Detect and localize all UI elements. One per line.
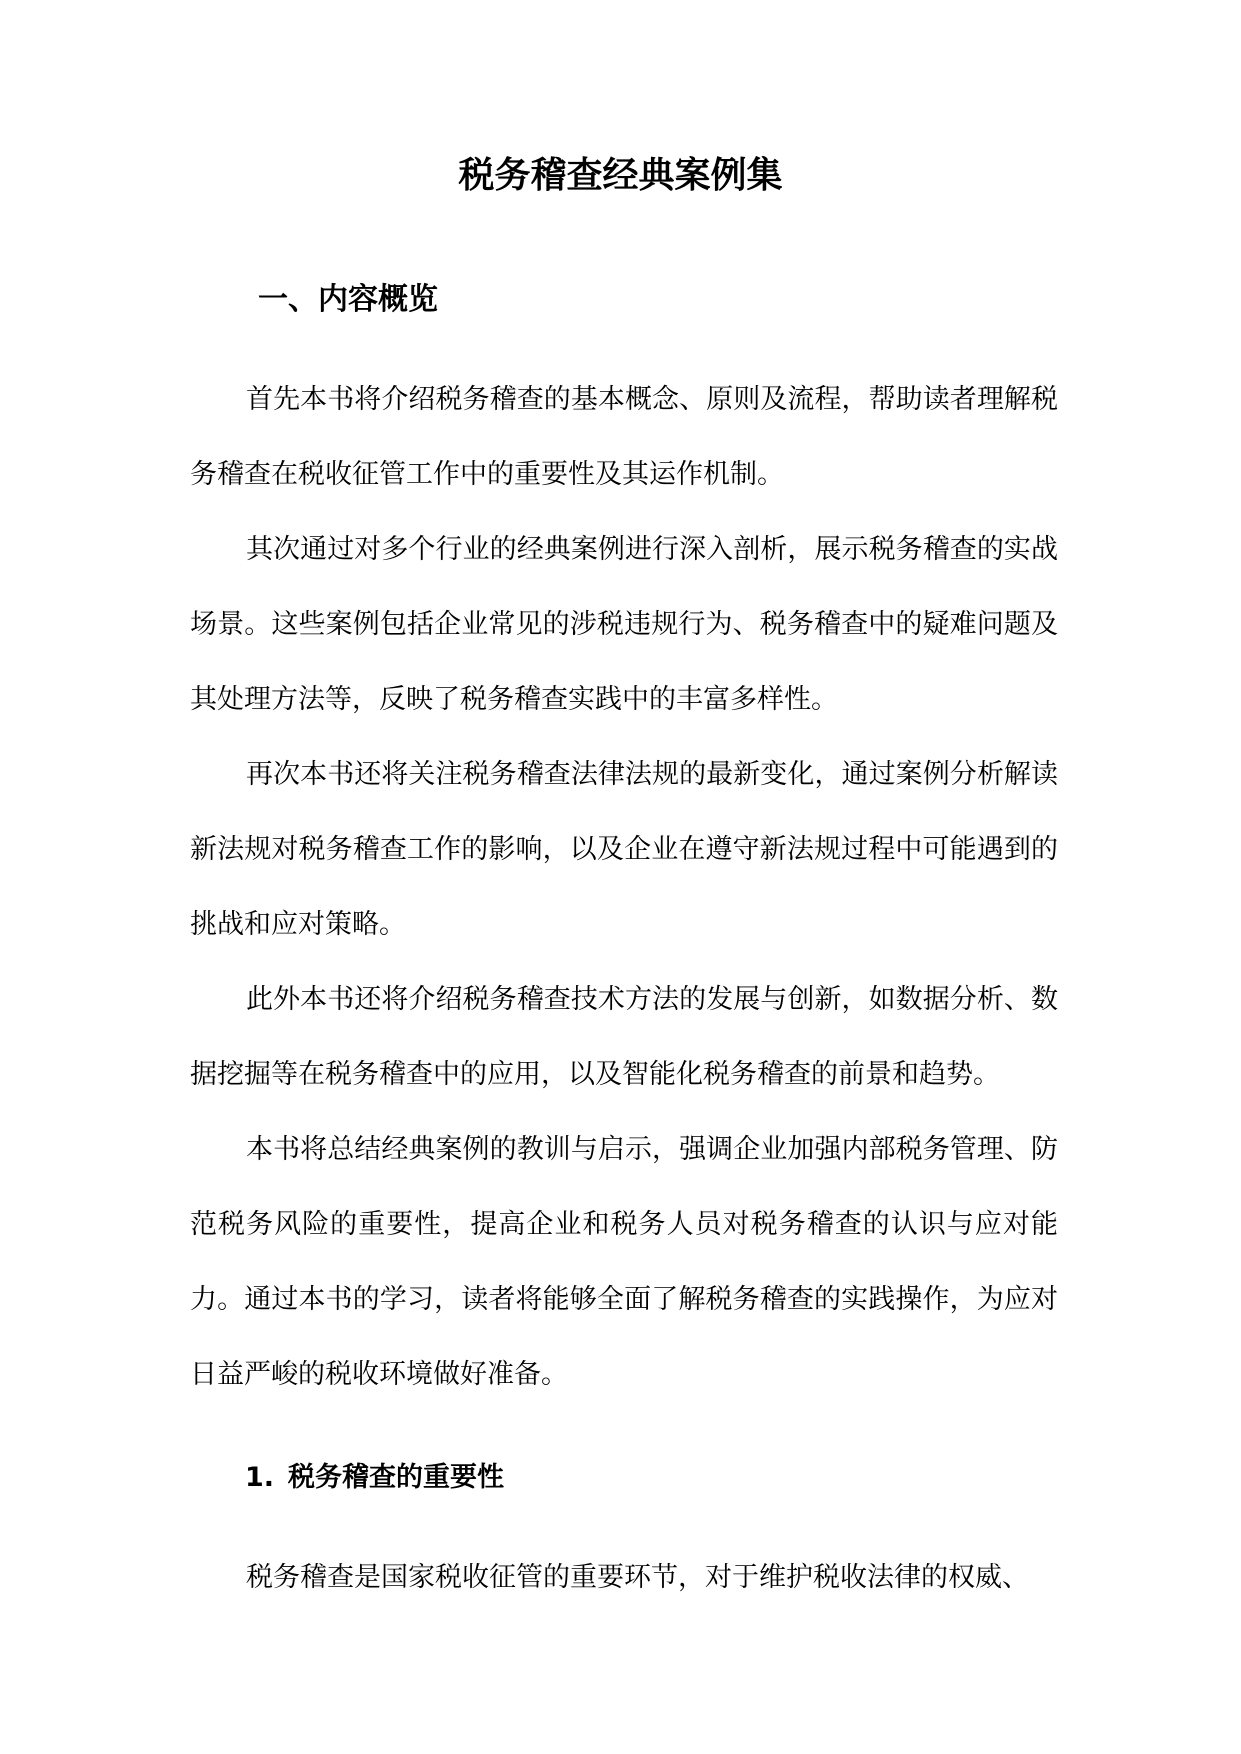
sub-heading-text: 税务稽查的重要性 [288, 1462, 505, 1493]
paragraph-technology: 此外本书还将介绍税务稽查技术方法的发展与创新，如数据分析、数据挖掘等在税务稽查中的应用，以及智能化税务稽查的前景和趋势。 [190, 984, 1058, 1090]
paragraph-regulations: 再次本书还将关注税务稽查法律法规的最新变化，通过案例分析解读新法规对税务稽查工作的影响，以及企业在遵守新法规过程中可能遇到的挑战和应对策略。 [190, 759, 1058, 940]
document-title: 税务稽查经典案例集 [458, 155, 783, 196]
sub-heading-number: 1. [245, 1462, 275, 1493]
sub-heading [245, 1458, 504, 1498]
paragraph-cases: 其次通过对多个行业的经典案例进行深入剖析，展示税务稽查的实战场景。这些案例包括企业常见的涉税违规行为、税务稽查中的疑难问题及其处理方法等，反映了税务稽查实践中的丰富多样性。 [190, 534, 1058, 715]
paragraph-intro: 首先本书将介绍税务稽查的基本概念、原则及流程，帮助读者理解税务稽查在税收征管工作中的重要性及其运作机制。 [190, 384, 1058, 490]
body-text [190, 362, 1058, 1412]
paragraph-importance: 税务稽查是国家税收征管的重要环节，对于维护税收法律的权威、 [246, 1562, 1029, 1593]
section-heading: 一、内容概览 [258, 282, 438, 317]
paragraph-summary: 本书将总结经典案例的教训与启示，强调企业加强内部税务管理、防范税务风险的重要性，提高企业和税务人员对税务稽查的认识与应对能力。通过本书的学习，读者将能够全面了解税务稽查的实践操作，为应对日益严峻的税收环境做好准备。 [190, 1134, 1058, 1390]
